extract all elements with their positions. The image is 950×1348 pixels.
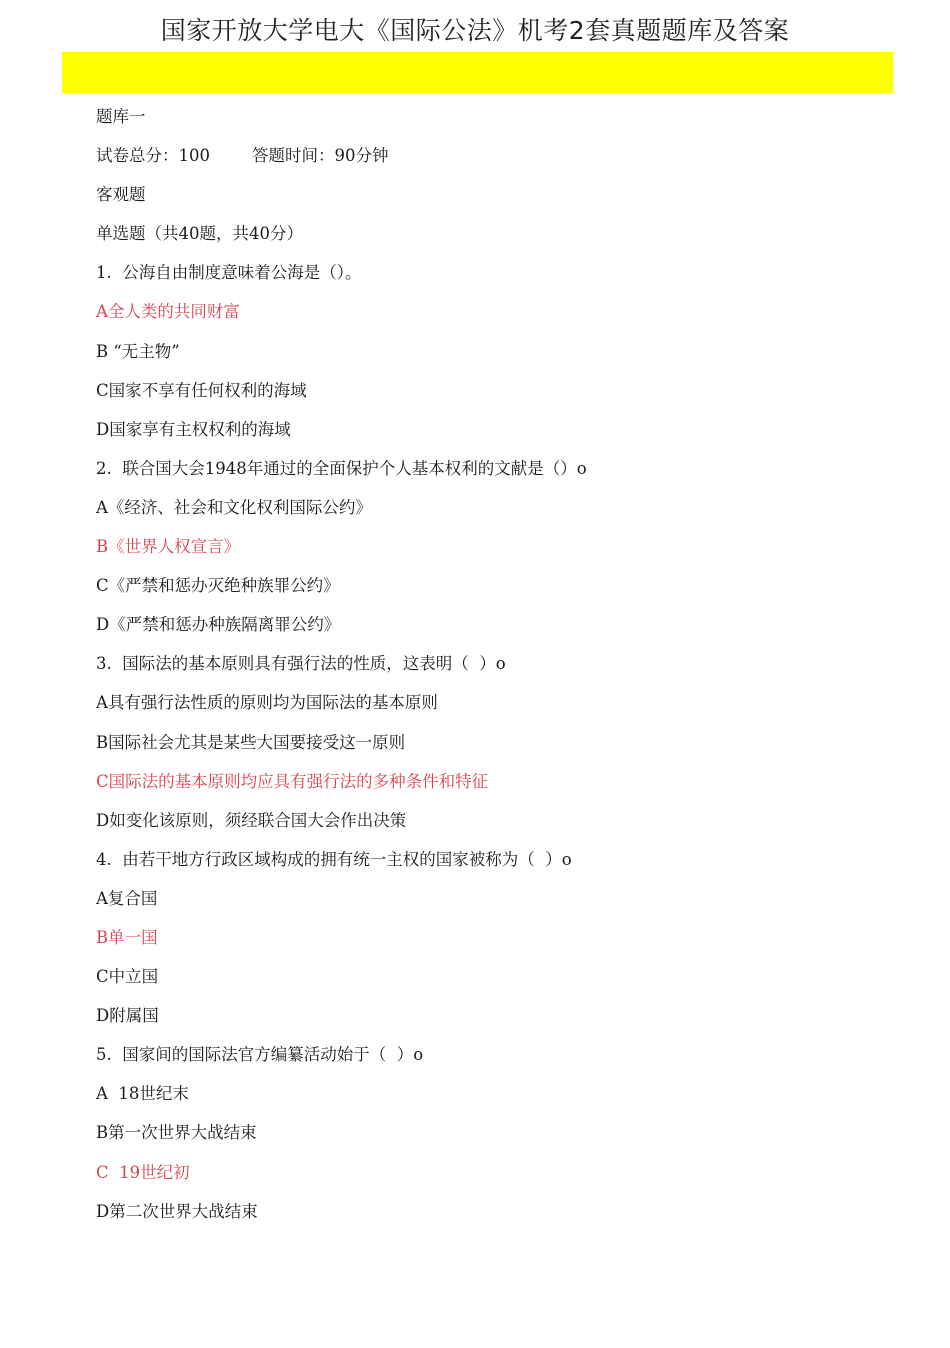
question-stem: 4. 由若干地方行政区域构成的拥有统一主权的国家被称为（ ）o <box>96 849 572 869</box>
question-block <box>96 843 896 1038</box>
option-c: C中立国 <box>96 967 159 987</box>
option-b: B单一国 <box>96 927 158 947</box>
option-a: A《经济、社会和文化权利国际公约》 <box>96 497 372 517</box>
question-stem: 1. 公海自由制度意味着公海是（）。 <box>96 263 362 283</box>
option-b: B第一次世界大战结束 <box>96 1123 257 1143</box>
option-d: D第二次世界大战结束 <box>96 1201 258 1221</box>
question-block <box>96 1038 896 1233</box>
question-stem: 5. 国家间的国际法官方编纂活动始于（ ）o <box>96 1045 424 1065</box>
highlight-bar <box>62 52 893 93</box>
option-d: D如变化该原则，须经联合国大会作出决策 <box>96 810 407 830</box>
section-heading: 客观题 <box>96 185 146 205</box>
option-a: A全人类的共同财富 <box>96 302 240 322</box>
option-b: B国际社会尤其是某些大国要接受这一原则 <box>96 732 406 752</box>
question-bank-label: 题库一 <box>96 107 146 126</box>
page-title: 国家开放大学电大《国际公法》机考2套真题题库及答案 <box>160 16 790 45</box>
option-b: B “无主物” <box>96 341 180 361</box>
option-a: A复合国 <box>96 888 158 908</box>
question-block <box>96 452 896 647</box>
option-c: C国家不享有任何权利的海域 <box>96 380 307 400</box>
option-b: B《世界人权宣言》 <box>96 537 241 557</box>
document-body <box>96 100 896 1234</box>
question-stem: 2. 联合国大会1948年通过的全面保护个人基本权利的文献是（）o <box>96 458 587 478</box>
question-block <box>96 647 896 842</box>
option-a: A 18世纪末 <box>96 1084 189 1104</box>
option-c: C 19世纪初 <box>96 1162 190 1182</box>
question-stem: 3. 国际法的基本原则具有强行法的性质，这表明（ ）o <box>96 654 506 674</box>
option-c: C《严禁和惩办灭绝种族罪公约》 <box>96 576 340 596</box>
subsection-heading: 单选题（共40题，共40分） <box>96 224 303 244</box>
option-a: A具有强行法性质的原则均为国际法的基本原则 <box>96 693 438 713</box>
option-d: D国家享有主权权利的海域 <box>96 419 291 439</box>
option-d: D附属国 <box>96 1006 159 1026</box>
option-c: C国际法的基本原则均应具有强行法的多种条件和特征 <box>96 771 489 791</box>
question-block <box>96 256 896 451</box>
exam-meta: 试卷总分：100 答题时间：90分钟 <box>96 146 389 166</box>
option-d: D《严禁和惩办种族隔离罪公约》 <box>96 615 341 635</box>
